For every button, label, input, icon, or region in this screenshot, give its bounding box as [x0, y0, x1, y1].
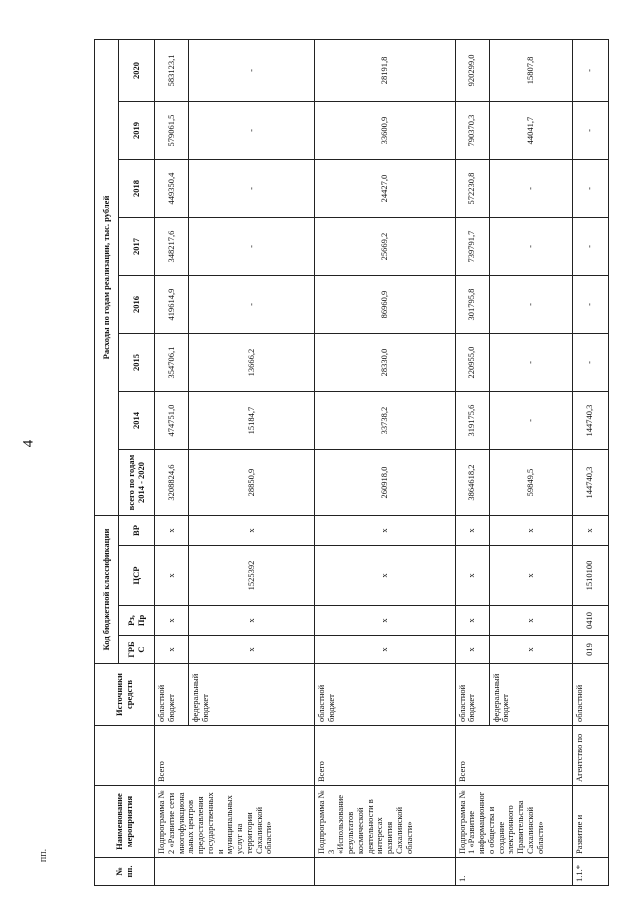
- cell-total: 59849,5: [489, 450, 572, 516]
- header-2016: 2016: [119, 276, 155, 334]
- cell-2015: 220955,0: [455, 334, 489, 392]
- table-row: [572, 39, 608, 885]
- cell-2017: -: [189, 218, 315, 276]
- cell-2014: 15184,7: [189, 392, 315, 450]
- header-csr: ЦСР: [119, 546, 155, 606]
- cell-2019: -: [189, 102, 315, 160]
- header-2017: 2017: [119, 218, 155, 276]
- cell-2014: 319175,6: [455, 392, 489, 450]
- cell-2015: 28330,0: [314, 334, 455, 392]
- cell-vr: x: [155, 516, 189, 546]
- cell-num: [155, 858, 315, 886]
- header-expenses: Расходы по годам реализации, тыс. рублей: [95, 39, 119, 515]
- cell-source: федеральный бюджет: [489, 664, 572, 726]
- cell-2014: 33738,2: [314, 392, 455, 450]
- cell-rzpr: x: [455, 606, 489, 636]
- cell-2018: 24427,0: [314, 160, 455, 218]
- cell-grbs: x: [189, 636, 315, 664]
- cell-2014: 474751,0: [155, 392, 189, 450]
- header-source: Источники средств: [95, 664, 155, 726]
- cell-csr: 1510100: [572, 546, 608, 606]
- cell-num: [314, 858, 455, 886]
- cell-rzpr: x: [489, 606, 572, 636]
- cell-2015: 13666,2: [189, 334, 315, 392]
- cell-2017: 348217,6: [155, 218, 189, 276]
- cell-2018: 449350,4: [155, 160, 189, 218]
- cell-grbs: x: [455, 636, 489, 664]
- budget-table: [94, 39, 609, 886]
- cell-grbs: x: [155, 636, 189, 664]
- header-2020: 2020: [119, 39, 155, 101]
- header-name: Наименование мероприятия: [95, 786, 155, 858]
- header-grbs: ГРБС: [119, 636, 155, 664]
- header-budget-code: Код бюджетной классификации: [95, 516, 119, 664]
- cell-csr: x: [455, 546, 489, 606]
- cell-2017: -: [572, 218, 608, 276]
- cell-2020: 28191,8: [314, 39, 455, 101]
- cell-source: областной бюджет: [455, 664, 489, 726]
- cell-2018: -: [489, 160, 572, 218]
- cell-2019: 579061,5: [155, 102, 189, 160]
- cell-total: 28850,9: [189, 450, 315, 516]
- cell-csr: x: [155, 546, 189, 606]
- cell-grbs: x: [489, 636, 572, 664]
- cell-2020: -: [189, 39, 315, 101]
- cell-2017: -: [489, 218, 572, 276]
- cell-vr: x: [572, 516, 608, 546]
- cell-2019: 33600,9: [314, 102, 455, 160]
- cell-2016: -: [489, 276, 572, 334]
- cell-2018: -: [572, 160, 608, 218]
- cell-2019: 44041,7: [489, 102, 572, 160]
- cell-name: Подпрограмма № 3 «Использование результатов космической деятельности в интересах развития Сахалинской области»: [314, 786, 455, 858]
- cell-vr: x: [189, 516, 315, 546]
- cell-rzpr: 0410: [572, 606, 608, 636]
- cell-grbs: x: [314, 636, 455, 664]
- header-2015: 2015: [119, 334, 155, 392]
- cell-2015: -: [572, 334, 608, 392]
- header-total: всего по годам 2014 - 2020: [119, 450, 155, 516]
- stray-mark: пп.: [38, 848, 50, 863]
- cell-source: областной: [572, 664, 608, 726]
- cell-responsible: Всего: [455, 726, 572, 786]
- cell-vr: x: [314, 516, 455, 546]
- header-num: № пп.: [95, 858, 155, 886]
- cell-num: 1.1.*: [572, 858, 608, 886]
- page-number: 4: [20, 439, 37, 448]
- table-row: [455, 39, 489, 885]
- cell-rzpr: x: [155, 606, 189, 636]
- cell-2016: 86960,9: [314, 276, 455, 334]
- cell-2016: -: [572, 276, 608, 334]
- cell-2014: -: [489, 392, 572, 450]
- cell-2014: 144740,3: [572, 392, 608, 450]
- cell-2018: -: [189, 160, 315, 218]
- cell-responsible: Всего: [155, 726, 315, 786]
- cell-vr: x: [455, 516, 489, 546]
- cell-csr: 1525392: [189, 546, 315, 606]
- cell-source: федеральный бюджет: [189, 664, 315, 726]
- cell-name: Подпрограмма № 1 «Развитие информационного общества и создание электронного Правительства Сахалинской области»: [455, 786, 572, 858]
- cell-2015: 354706,1: [155, 334, 189, 392]
- cell-name: Подпрограмма № 2 «Развитие сети многофункциональных центров предоставления государственных и муниципальных услуг на территории Сахалинской области»: [155, 786, 315, 858]
- cell-responsible: Агентство по: [572, 726, 608, 786]
- cell-num: 1.: [455, 858, 572, 886]
- table-row: [314, 39, 455, 885]
- cell-name: Развитие и: [572, 786, 608, 858]
- cell-source: областной бюджет: [314, 664, 455, 726]
- cell-csr: x: [314, 546, 455, 606]
- table-row: [155, 39, 189, 885]
- header-2019: 2019: [119, 102, 155, 160]
- cell-2017: 739791,7: [455, 218, 489, 276]
- cell-2019: 790370,3: [455, 102, 489, 160]
- rotated-table-container: [94, 40, 609, 886]
- header-2014: 2014: [119, 392, 155, 450]
- header-vr: ВР: [119, 516, 155, 546]
- cell-2020: 920299,0: [455, 39, 489, 101]
- cell-csr: x: [489, 546, 572, 606]
- cell-rzpr: x: [189, 606, 315, 636]
- cell-responsible: Всего: [314, 726, 455, 786]
- cell-grbs: 019: [572, 636, 608, 664]
- cell-total: 144740,3: [572, 450, 608, 516]
- cell-vr: x: [489, 516, 572, 546]
- cell-2016: 419614,9: [155, 276, 189, 334]
- cell-total: 260918,0: [314, 450, 455, 516]
- header-2018: 2018: [119, 160, 155, 218]
- cell-2016: 301795,8: [455, 276, 489, 334]
- cell-2019: -: [572, 102, 608, 160]
- cell-2020: 15807,8: [489, 39, 572, 101]
- cell-total: 3864618,2: [455, 450, 489, 516]
- cell-2017: 25669,2: [314, 218, 455, 276]
- cell-2020: 583123,1: [155, 39, 189, 101]
- cell-rzpr: x: [314, 606, 455, 636]
- header-responsible: [95, 726, 155, 786]
- cell-2016: -: [189, 276, 315, 334]
- cell-total: 3208824,6: [155, 450, 189, 516]
- cell-source: областной бюджет: [155, 664, 189, 726]
- cell-2018: 572230,8: [455, 160, 489, 218]
- cell-2020: -: [572, 39, 608, 101]
- cell-2015: -: [489, 334, 572, 392]
- header-rzpr: Рз, Пр: [119, 606, 155, 636]
